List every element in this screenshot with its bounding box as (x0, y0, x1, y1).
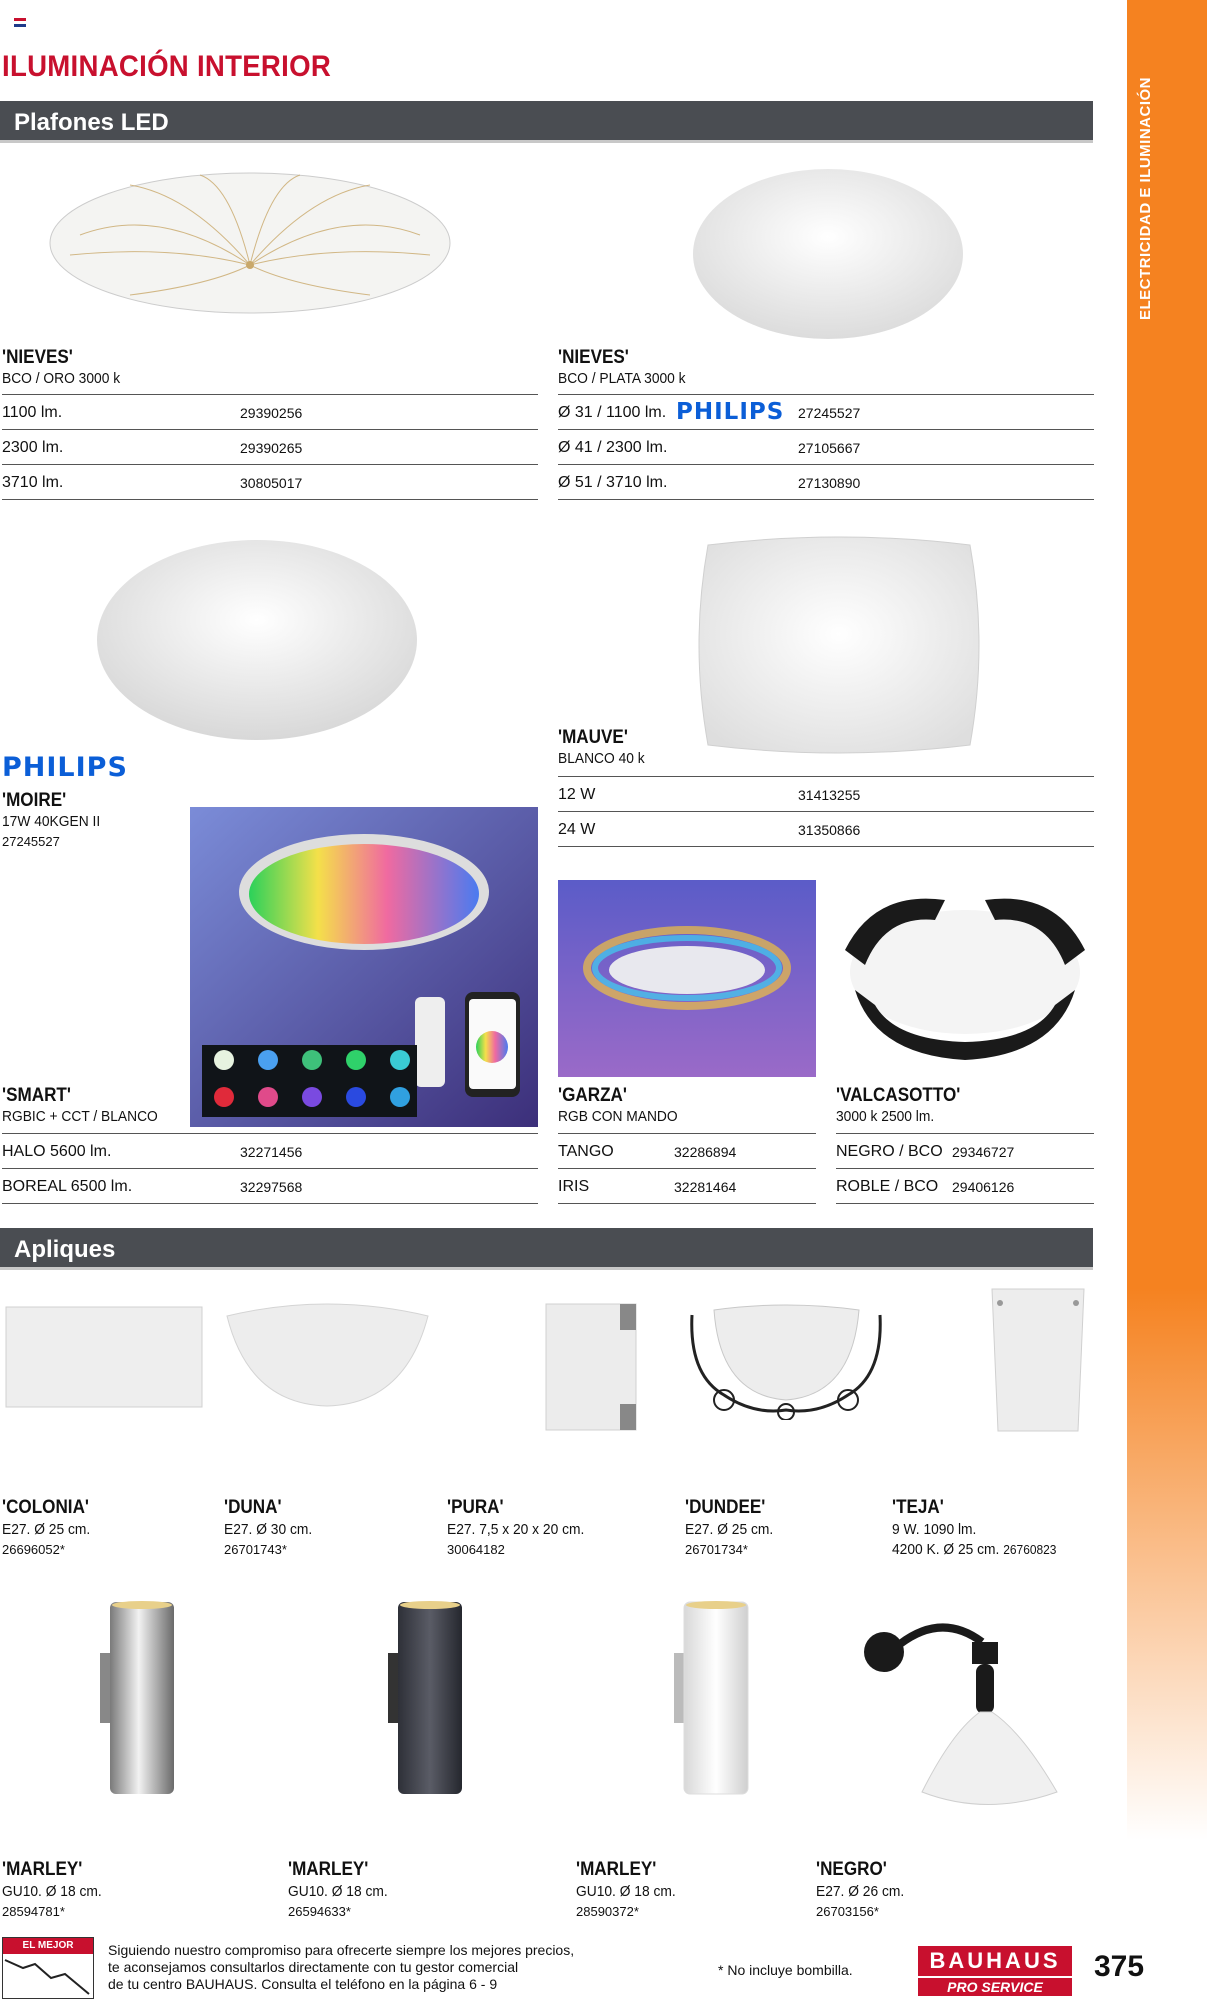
variant-code: 31350866 (798, 822, 861, 838)
product-name-nieves-silver: 'NIEVES' (558, 347, 629, 368)
category-sidebar (1127, 0, 1207, 1840)
variant-label: IRIS (558, 1178, 590, 1195)
variant-table-garza (558, 1133, 816, 1204)
marley-grey-lamp-image (386, 1598, 466, 1798)
variant-code: 29406126 (952, 1179, 1015, 1195)
garza-rgb-lamp-image (558, 880, 816, 1077)
product-ref-negro: 26703156* (816, 1904, 879, 1919)
product-spec-duna: E27. Ø 30 cm. (224, 1521, 313, 1538)
variant-label: BOREAL 6500 lm. (2, 1178, 133, 1195)
table-row (2, 465, 538, 500)
variant-code: 27105667 (798, 440, 861, 456)
variant-label: Ø 41 / 2300 lm. (558, 439, 668, 456)
footer-line: de tu centro BAUHAUS. Consulta el teléfono en la página 6 - 9 (108, 1976, 498, 1992)
product-spec-dundee: E27. Ø 25 cm. (685, 1521, 774, 1538)
dundee-lamp-image (684, 1300, 889, 1420)
bauhaus-logo (918, 1946, 1072, 1996)
product-name-moire: 'MOIRE' (2, 790, 67, 811)
table-row (2, 1169, 538, 1204)
colonia-lamp-image (4, 1305, 204, 1410)
product-name-duna: 'DUNA' (224, 1497, 282, 1518)
product-spec-moire: 17W 40KGEN II (2, 813, 101, 830)
product-spec-garza: RGB CON MANDO (558, 1108, 678, 1125)
variant-code: 31413255 (798, 787, 861, 803)
variant-table-nieves-gold (2, 394, 538, 500)
teja-lamp-image (988, 1285, 1088, 1435)
variant-code: 30805017 (240, 475, 303, 491)
product-name-teja: 'TEJA' (892, 1497, 944, 1518)
product-ref-pura: 30064182 (447, 1542, 505, 1557)
product-name-marley-3: 'MARLEY' (576, 1859, 657, 1880)
nieves-gold-lamp-image (40, 165, 460, 325)
smart-rgb-lamp-image (190, 807, 538, 1127)
valcasotto-lamp-image (835, 880, 1095, 1070)
variant-code: 27245527 (798, 405, 861, 421)
variant-label: NEGRO / BCO (836, 1143, 943, 1160)
variant-code: 29390265 (240, 440, 303, 456)
product-spec-teja-value: 4200 K. Ø 25 cm. (892, 1541, 1000, 1558)
product-name-pura: 'PURA' (447, 1497, 504, 1518)
product-name-valcasotto: 'VALCASOTTO' (836, 1085, 961, 1106)
table-row (558, 395, 1094, 430)
variant-code: 27130890 (798, 475, 861, 491)
flag-icon (14, 18, 26, 27)
best-price-badge (2, 1937, 94, 1999)
product-name-smart: 'SMART' (2, 1085, 71, 1106)
variant-label: Ø 51 / 3710 lm. (558, 474, 668, 491)
negro-lamp-image (862, 1612, 1082, 1817)
page-title: ILUMINACIÓN INTERIOR (2, 50, 332, 83)
table-row (558, 1134, 816, 1169)
section-header-plafones: Plafones LED (0, 101, 1093, 143)
footer-line: Siguiendo nuestro compromiso para ofrecerte siempre los mejores precios, (108, 1942, 575, 1958)
table-row (558, 812, 1094, 847)
variant-table-mauve (558, 776, 1094, 847)
variant-label: 3710 lm. (2, 474, 64, 491)
footer-line: te aconsejamos consultarlos directamente con tu gestor comercial (108, 1959, 519, 1975)
table-row (558, 465, 1094, 500)
moire-lamp-image (95, 535, 420, 750)
footer-disclaimer (108, 1942, 574, 1993)
table-row (836, 1169, 1094, 1204)
product-ref-moire: 27245527 (2, 834, 60, 849)
product-name-colonia: 'COLONIA' (2, 1497, 89, 1518)
product-name-dundee: 'DUNDEE' (685, 1497, 766, 1518)
variant-code: 29346727 (952, 1144, 1015, 1160)
duna-lamp-image (225, 1296, 430, 1408)
pura-lamp-image (542, 1300, 647, 1435)
variant-label: ROBLE / BCO (836, 1178, 939, 1195)
table-row (2, 395, 538, 430)
price-down-chart-icon (3, 1954, 93, 1998)
product-spec-nieves-gold: BCO / ORO 3000 k (2, 370, 121, 387)
product-spec-marley-3: GU10. Ø 18 cm. (576, 1883, 676, 1900)
product-spec-valcasotto: 3000 k 2500 lm. (836, 1108, 935, 1125)
product-name-marley-1: 'MARLEY' (2, 1859, 83, 1880)
product-spec-pura: E27. 7,5 x 20 x 20 cm. (447, 1521, 585, 1538)
product-ref-teja: 26760823 (1003, 1542, 1057, 1557)
variant-code: 29390256 (240, 405, 303, 421)
product-ref-marley-1: 28594781* (2, 1904, 65, 1919)
variant-label: TANGO (558, 1143, 614, 1160)
product-ref-marley-3: 28590372* (576, 1904, 639, 1919)
variant-table-smart (2, 1133, 538, 1204)
table-row (836, 1134, 1094, 1169)
table-row (558, 1169, 816, 1204)
table-row (2, 430, 538, 465)
product-ref-colonia: 26696052* (2, 1542, 65, 1557)
product-spec-colonia: E27. Ø 25 cm. (2, 1521, 91, 1538)
variant-table-nieves-silver (558, 394, 1094, 500)
variant-label: 1100 lm. (2, 404, 63, 421)
footer-note: * No incluye bombilla. (718, 1962, 853, 1978)
mauve-lamp-image (688, 535, 990, 755)
product-spec-marley-2: GU10. Ø 18 cm. (288, 1883, 388, 1900)
variant-label: 2300 lm. (2, 439, 64, 456)
variant-label: Ø 31 / 1100 lm. (558, 404, 667, 421)
variant-code: 32271456 (240, 1144, 303, 1160)
best-price-label: EL MEJOR PRECIO (3, 1938, 93, 1954)
philips-logo: PHILIPS (676, 399, 785, 425)
sidebar-label: ELECTRICIDAD E ILUMINACIÓN (1137, 77, 1154, 320)
table-row (558, 430, 1094, 465)
variant-label: 12 W (558, 786, 596, 803)
product-spec-marley-1: GU10. Ø 18 cm. (2, 1883, 102, 1900)
table-row (558, 777, 1094, 812)
product-name-nieves-gold: 'NIEVES' (2, 347, 73, 368)
variant-code: 32286894 (674, 1144, 737, 1160)
product-ref-marley-2: 26594633* (288, 1904, 351, 1919)
marley-white-lamp-image (672, 1598, 752, 1798)
product-spec-smart: RGBIC + CCT / BLANCO (2, 1108, 158, 1125)
marley-steel-lamp-image (98, 1598, 178, 1798)
variant-label: 24 W (558, 821, 596, 838)
table-row (2, 1134, 538, 1169)
product-ref-dundee: 26701734* (685, 1542, 748, 1557)
page-number: 375 (1094, 1950, 1145, 1983)
product-name-mauve: 'MAUVE' (558, 727, 628, 748)
product-spec-teja-2 (892, 1541, 1056, 1559)
product-spec-teja: 9 W. 1090 lm. (892, 1521, 977, 1538)
product-name-negro: 'NEGRO' (816, 1859, 887, 1880)
product-spec-nieves-silver: BCO / PLATA 3000 k (558, 370, 686, 387)
variant-label: HALO 5600 lm. (2, 1143, 112, 1160)
product-name-marley-2: 'MARLEY' (288, 1859, 369, 1880)
variant-code: 32281464 (674, 1179, 737, 1195)
proservice-wordmark: PRO SERVICE (918, 1978, 1072, 1996)
variant-table-valcasotto (836, 1133, 1094, 1204)
variant-code: 32297568 (240, 1179, 303, 1195)
product-spec-mauve: BLANCO 40 k (558, 750, 645, 767)
philips-logo: PHILIPS (2, 752, 128, 783)
product-spec-negro: E27. Ø 26 cm. (816, 1883, 905, 1900)
section-header-apliques: Apliques (0, 1228, 1093, 1270)
bauhaus-wordmark: BAUHAUS (918, 1946, 1072, 1976)
nieves-silver-lamp-image (688, 162, 968, 342)
product-ref-duna: 26701743* (224, 1542, 287, 1557)
product-name-garza: 'GARZA' (558, 1085, 627, 1106)
